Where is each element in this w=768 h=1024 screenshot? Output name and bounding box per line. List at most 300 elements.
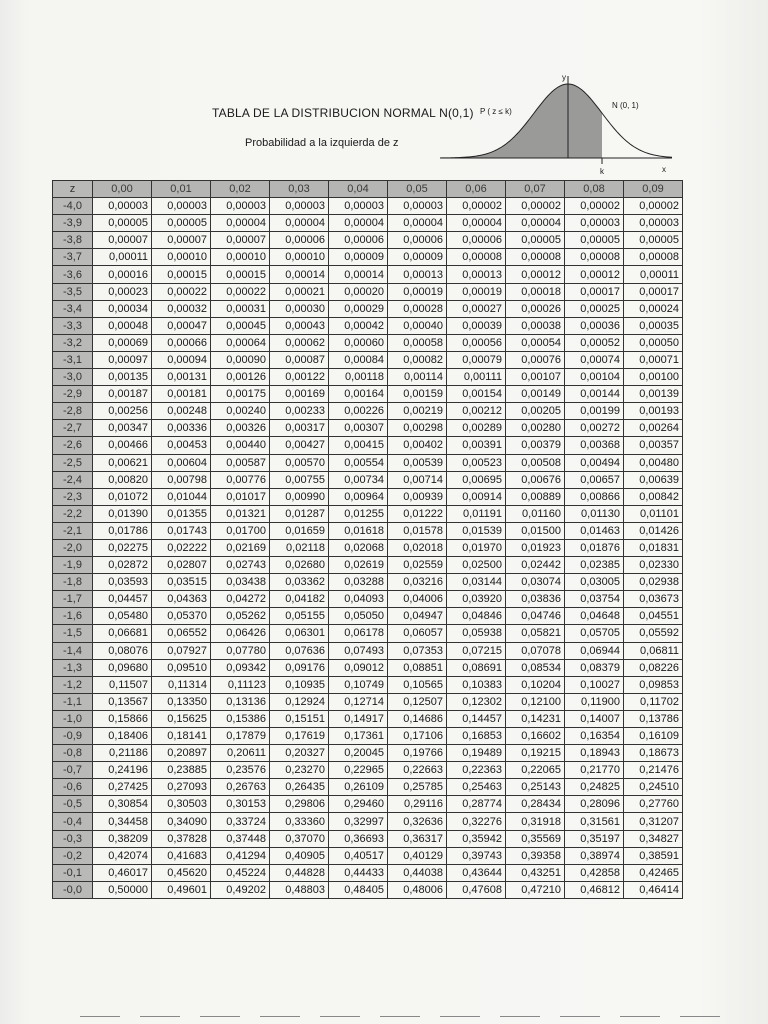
probability-cell: 0,03144 bbox=[447, 574, 506, 591]
probability-cell: 0,00453 bbox=[152, 437, 211, 454]
z-value-cell: -0,4 bbox=[53, 813, 93, 830]
probability-cell: 0,10027 bbox=[565, 676, 624, 693]
probability-cell: 0,06944 bbox=[565, 642, 624, 659]
probability-cell: 0,00003 bbox=[565, 215, 624, 232]
probability-cell: 0,07215 bbox=[447, 642, 506, 659]
probability-cell: 0,00002 bbox=[447, 198, 506, 215]
probability-cell: 0,00695 bbox=[447, 471, 506, 488]
probability-cell: 0,03005 bbox=[565, 574, 624, 591]
probability-cell: 0,34827 bbox=[624, 830, 683, 847]
probability-cell: 0,27760 bbox=[624, 796, 683, 813]
probability-cell: 0,05938 bbox=[447, 625, 506, 642]
probability-cell: 0,00842 bbox=[624, 488, 683, 505]
z-value-cell: -3,6 bbox=[53, 266, 93, 283]
probability-cell: 0,14457 bbox=[447, 710, 506, 727]
z-value-cell: -2,4 bbox=[53, 471, 93, 488]
probability-cell: 0,00326 bbox=[211, 420, 270, 437]
probability-cell: 0,01578 bbox=[388, 522, 447, 539]
probability-cell: 0,04947 bbox=[388, 608, 447, 625]
probability-cell: 0,00015 bbox=[211, 266, 270, 283]
probability-cell: 0,00013 bbox=[447, 266, 506, 283]
probability-cell: 0,48006 bbox=[388, 881, 447, 898]
probability-cell: 0,00006 bbox=[329, 232, 388, 249]
probability-cell: 0,22065 bbox=[506, 762, 565, 779]
y-axis-label: y bbox=[562, 73, 566, 82]
z-value-cell: -2,1 bbox=[53, 522, 93, 539]
probability-cell: 0,12302 bbox=[447, 693, 506, 710]
probability-cell: 0,45224 bbox=[211, 864, 270, 881]
probability-cell: 0,00008 bbox=[447, 249, 506, 266]
table-row bbox=[53, 437, 683, 454]
probability-cell: 0,29116 bbox=[388, 796, 447, 813]
table-row bbox=[53, 369, 683, 386]
probability-cell: 0,00889 bbox=[506, 488, 565, 505]
probability-cell: 0,02222 bbox=[152, 539, 211, 556]
z-value-cell: -2,6 bbox=[53, 437, 93, 454]
z-value-cell: -1,7 bbox=[53, 591, 93, 608]
table-row bbox=[53, 642, 683, 659]
probability-cell: 0,07353 bbox=[388, 642, 447, 659]
probability-cell: 0,06178 bbox=[329, 625, 388, 642]
probability-cell: 0,00621 bbox=[93, 454, 152, 471]
probability-cell: 0,00181 bbox=[152, 386, 211, 403]
probability-cell: 0,04746 bbox=[506, 608, 565, 625]
probability-cell: 0,18141 bbox=[152, 728, 211, 745]
probability-cell: 0,00054 bbox=[506, 334, 565, 351]
probability-cell: 0,04093 bbox=[329, 591, 388, 608]
probability-cell: 0,30854 bbox=[93, 796, 152, 813]
probability-cell: 0,01923 bbox=[506, 539, 565, 556]
probability-cell: 0,39358 bbox=[506, 847, 565, 864]
probability-cell: 0,00402 bbox=[388, 437, 447, 454]
probability-cell: 0,00427 bbox=[270, 437, 329, 454]
probability-cell: 0,17619 bbox=[270, 728, 329, 745]
probability-cell: 0,03593 bbox=[93, 574, 152, 591]
probability-cell: 0,12100 bbox=[506, 693, 565, 710]
probability-cell: 0,48405 bbox=[329, 881, 388, 898]
probability-cell: 0,00010 bbox=[152, 249, 211, 266]
probability-cell: 0,12507 bbox=[388, 693, 447, 710]
probability-cell: 0,04457 bbox=[93, 591, 152, 608]
probability-cell: 0,00233 bbox=[270, 403, 329, 420]
probability-cell: 0,01130 bbox=[565, 505, 624, 522]
z-value-cell: -1,1 bbox=[53, 693, 93, 710]
probability-cell: 0,00022 bbox=[152, 283, 211, 300]
probability-cell: 0,02938 bbox=[624, 574, 683, 591]
probability-cell: 0,01500 bbox=[506, 522, 565, 539]
probability-cell: 0,00014 bbox=[329, 266, 388, 283]
table-row bbox=[53, 471, 683, 488]
probability-cell: 0,00010 bbox=[270, 249, 329, 266]
probability-cell: 0,07927 bbox=[152, 642, 211, 659]
probability-cell: 0,04648 bbox=[565, 608, 624, 625]
z-value-cell: -3,3 bbox=[53, 317, 93, 334]
probability-cell: 0,00587 bbox=[211, 454, 270, 471]
probability-cell: 0,00466 bbox=[93, 437, 152, 454]
probability-cell: 0,05155 bbox=[270, 608, 329, 625]
table-row bbox=[53, 830, 683, 847]
probability-cell: 0,39743 bbox=[447, 847, 506, 864]
probability-cell: 0,31561 bbox=[565, 813, 624, 830]
probability-cell: 0,26435 bbox=[270, 779, 329, 796]
probability-cell: 0,00111 bbox=[447, 369, 506, 386]
probability-cell: 0,01222 bbox=[388, 505, 447, 522]
probability-cell: 0,00114 bbox=[388, 369, 447, 386]
table-row bbox=[53, 881, 683, 898]
probability-cell: 0,16853 bbox=[447, 728, 506, 745]
probability-cell: 0,00755 bbox=[270, 471, 329, 488]
z-column-header: z bbox=[53, 181, 93, 198]
probability-cell: 0,00062 bbox=[270, 334, 329, 351]
table-row bbox=[53, 488, 683, 505]
probability-cell: 0,30153 bbox=[211, 796, 270, 813]
probability-cell: 0,00008 bbox=[565, 249, 624, 266]
probability-cell: 0,00002 bbox=[506, 198, 565, 215]
probability-cell: 0,18943 bbox=[565, 745, 624, 762]
probability-cell: 0,14007 bbox=[565, 710, 624, 727]
probability-cell: 0,33360 bbox=[270, 813, 329, 830]
probability-cell: 0,00058 bbox=[388, 334, 447, 351]
probability-cell: 0,00029 bbox=[329, 300, 388, 317]
z-value-cell: -2,0 bbox=[53, 539, 93, 556]
table-row bbox=[53, 522, 683, 539]
probability-cell: 0,00164 bbox=[329, 386, 388, 403]
probability-cell: 0,00090 bbox=[211, 351, 270, 368]
z-value-cell: -0,3 bbox=[53, 830, 93, 847]
normal-curve-figure bbox=[440, 70, 680, 180]
probability-cell: 0,48803 bbox=[270, 881, 329, 898]
probability-cell: 0,03920 bbox=[447, 591, 506, 608]
z-value-cell: -2,8 bbox=[53, 403, 93, 420]
probability-cell: 0,32276 bbox=[447, 813, 506, 830]
probability-cell: 0,00003 bbox=[388, 198, 447, 215]
probability-cell: 0,02619 bbox=[329, 557, 388, 574]
probability-cell: 0,00939 bbox=[388, 488, 447, 505]
table-row bbox=[53, 249, 683, 266]
probability-cell: 0,00193 bbox=[624, 403, 683, 420]
probability-cell: 0,02680 bbox=[270, 557, 329, 574]
probability-cell: 0,24196 bbox=[93, 762, 152, 779]
probability-cell: 0,41683 bbox=[152, 847, 211, 864]
probability-cell: 0,03438 bbox=[211, 574, 270, 591]
probability-cell: 0,13350 bbox=[152, 693, 211, 710]
probability-cell: 0,34090 bbox=[152, 813, 211, 830]
probability-cell: 0,11900 bbox=[565, 693, 624, 710]
probability-cell: 0,00030 bbox=[270, 300, 329, 317]
probability-cell: 0,49202 bbox=[211, 881, 270, 898]
probability-cell: 0,40905 bbox=[270, 847, 329, 864]
probability-cell: 0,00036 bbox=[565, 317, 624, 334]
probability-cell: 0,31918 bbox=[506, 813, 565, 830]
probability-cell: 0,20327 bbox=[270, 745, 329, 762]
probability-cell: 0,19215 bbox=[506, 745, 565, 762]
probability-cell: 0,02018 bbox=[388, 539, 447, 556]
probability-cell: 0,01463 bbox=[565, 522, 624, 539]
table-row bbox=[53, 386, 683, 403]
probability-cell: 0,14917 bbox=[329, 710, 388, 727]
probability-cell: 0,08851 bbox=[388, 659, 447, 676]
probability-cell: 0,12714 bbox=[329, 693, 388, 710]
probability-cell: 0,33724 bbox=[211, 813, 270, 830]
probability-cell: 0,00248 bbox=[152, 403, 211, 420]
probability-cell: 0,02169 bbox=[211, 539, 270, 556]
distribution-label: N (0, 1) bbox=[612, 101, 639, 110]
probability-cell: 0,44433 bbox=[329, 864, 388, 881]
probability-cell: 0,00007 bbox=[211, 232, 270, 249]
probability-cell: 0,05050 bbox=[329, 608, 388, 625]
probability-cell: 0,00011 bbox=[93, 249, 152, 266]
probability-cell: 0,00010 bbox=[211, 249, 270, 266]
probability-cell: 0,00005 bbox=[624, 232, 683, 249]
probability-cell: 0,00042 bbox=[329, 317, 388, 334]
probability-cell: 0,00043 bbox=[270, 317, 329, 334]
table-row bbox=[53, 676, 683, 693]
probability-cell: 0,00082 bbox=[388, 351, 447, 368]
table-row bbox=[53, 403, 683, 420]
probability-cell: 0,45620 bbox=[152, 864, 211, 881]
probability-cell: 0,00169 bbox=[270, 386, 329, 403]
probability-cell: 0,00017 bbox=[565, 283, 624, 300]
z-value-cell: -3,8 bbox=[53, 232, 93, 249]
probability-cell: 0,00175 bbox=[211, 386, 270, 403]
probability-cell: 0,22663 bbox=[388, 762, 447, 779]
table-row bbox=[53, 813, 683, 830]
column-header: 0,03 bbox=[270, 181, 329, 198]
probability-cell: 0,00139 bbox=[624, 386, 683, 403]
z-value-cell: -3,1 bbox=[53, 351, 93, 368]
probability-cell: 0,03836 bbox=[506, 591, 565, 608]
probability-cell: 0,01786 bbox=[93, 522, 152, 539]
probability-cell: 0,00006 bbox=[447, 232, 506, 249]
probability-cell: 0,18673 bbox=[624, 745, 683, 762]
probability-cell: 0,42858 bbox=[565, 864, 624, 881]
probability-cell: 0,44038 bbox=[388, 864, 447, 881]
probability-cell: 0,07493 bbox=[329, 642, 388, 659]
table-row bbox=[53, 659, 683, 676]
probability-cell: 0,05480 bbox=[93, 608, 152, 625]
probability-cell: 0,00006 bbox=[270, 232, 329, 249]
probability-cell: 0,00074 bbox=[565, 351, 624, 368]
probability-cell: 0,17879 bbox=[211, 728, 270, 745]
probability-cell: 0,00003 bbox=[152, 198, 211, 215]
probability-cell: 0,05592 bbox=[624, 625, 683, 642]
probability-cell: 0,15151 bbox=[270, 710, 329, 727]
probability-cell: 0,00798 bbox=[152, 471, 211, 488]
probability-cell: 0,27425 bbox=[93, 779, 152, 796]
probability-cell: 0,44828 bbox=[270, 864, 329, 881]
column-header-row bbox=[53, 181, 683, 198]
probability-cell: 0,02442 bbox=[506, 557, 565, 574]
probability-cell: 0,14686 bbox=[388, 710, 447, 727]
probability-cell: 0,20045 bbox=[329, 745, 388, 762]
probability-cell: 0,01044 bbox=[152, 488, 211, 505]
probability-cell: 0,00097 bbox=[93, 351, 152, 368]
probability-cell: 0,06552 bbox=[152, 625, 211, 642]
probability-cell: 0,35942 bbox=[447, 830, 506, 847]
probability-cell: 0,08379 bbox=[565, 659, 624, 676]
probability-cell: 0,40517 bbox=[329, 847, 388, 864]
probability-cell: 0,00135 bbox=[93, 369, 152, 386]
probability-cell: 0,00187 bbox=[93, 386, 152, 403]
probability-cell: 0,00024 bbox=[624, 300, 683, 317]
probability-cell: 0,00004 bbox=[447, 215, 506, 232]
probability-cell: 0,00003 bbox=[93, 198, 152, 215]
probability-cell: 0,38209 bbox=[93, 830, 152, 847]
probability-cell: 0,01191 bbox=[447, 505, 506, 522]
probability-cell: 0,18406 bbox=[93, 728, 152, 745]
z-value-cell: -0,8 bbox=[53, 745, 93, 762]
probability-cell: 0,00307 bbox=[329, 420, 388, 437]
probability-cell: 0,19489 bbox=[447, 745, 506, 762]
probability-cell: 0,00052 bbox=[565, 334, 624, 351]
probability-cell: 0,15866 bbox=[93, 710, 152, 727]
probability-cell: 0,00034 bbox=[93, 300, 152, 317]
probability-cell: 0,21476 bbox=[624, 762, 683, 779]
probability-cell: 0,43251 bbox=[506, 864, 565, 881]
probability-cell: 0,00357 bbox=[624, 437, 683, 454]
table-row bbox=[53, 847, 683, 864]
column-header: 0,05 bbox=[388, 181, 447, 198]
probability-cell: 0,00554 bbox=[329, 454, 388, 471]
probability-cell: 0,00126 bbox=[211, 369, 270, 386]
probability-cell: 0,01426 bbox=[624, 522, 683, 539]
probability-cell: 0,03288 bbox=[329, 574, 388, 591]
probability-cell: 0,26763 bbox=[211, 779, 270, 796]
probability-cell: 0,00734 bbox=[329, 471, 388, 488]
probability-cell: 0,04551 bbox=[624, 608, 683, 625]
probability-cell: 0,00011 bbox=[624, 266, 683, 283]
probability-cell: 0,00013 bbox=[388, 266, 447, 283]
probability-cell: 0,01355 bbox=[152, 505, 211, 522]
probability-cell: 0,21186 bbox=[93, 745, 152, 762]
z-value-cell: -3,5 bbox=[53, 283, 93, 300]
z-value-cell: -1,3 bbox=[53, 659, 93, 676]
z-value-cell: -1,0 bbox=[53, 710, 93, 727]
table-row bbox=[53, 864, 683, 881]
table-row bbox=[53, 728, 683, 745]
probability-cell: 0,01539 bbox=[447, 522, 506, 539]
probability-cell: 0,01287 bbox=[270, 505, 329, 522]
probability-cell: 0,00004 bbox=[211, 215, 270, 232]
probability-cell: 0,46414 bbox=[624, 881, 683, 898]
probability-cell: 0,00047 bbox=[152, 317, 211, 334]
probability-cell: 0,36693 bbox=[329, 830, 388, 847]
probability-cell: 0,00021 bbox=[270, 283, 329, 300]
probability-cell: 0,00379 bbox=[506, 437, 565, 454]
table-row bbox=[53, 215, 683, 232]
probability-cell: 0,00272 bbox=[565, 420, 624, 437]
table-row bbox=[53, 608, 683, 625]
probability-cell: 0,00219 bbox=[388, 403, 447, 420]
probability-cell: 0,04846 bbox=[447, 608, 506, 625]
probability-cell: 0,00494 bbox=[565, 454, 624, 471]
probability-cell: 0,10565 bbox=[388, 676, 447, 693]
table-row bbox=[53, 796, 683, 813]
probability-cell: 0,27093 bbox=[152, 779, 211, 796]
probability-cell: 0,46812 bbox=[565, 881, 624, 898]
probability-cell: 0,00199 bbox=[565, 403, 624, 420]
probability-cell: 0,50000 bbox=[93, 881, 152, 898]
probability-cell: 0,00131 bbox=[152, 369, 211, 386]
z-value-cell: -3,0 bbox=[53, 369, 93, 386]
probability-cell: 0,00914 bbox=[447, 488, 506, 505]
probability-cell: 0,43644 bbox=[447, 864, 506, 881]
table-row bbox=[53, 351, 683, 368]
probability-cell: 0,00066 bbox=[152, 334, 211, 351]
probability-cell: 0,07780 bbox=[211, 642, 270, 659]
probability-cell: 0,00440 bbox=[211, 437, 270, 454]
table-body bbox=[53, 198, 683, 899]
probability-cell: 0,25463 bbox=[447, 779, 506, 796]
probability-cell: 0,03754 bbox=[565, 591, 624, 608]
z-value-cell: -2,7 bbox=[53, 420, 93, 437]
probability-cell: 0,01831 bbox=[624, 539, 683, 556]
probability-cell: 0,06811 bbox=[624, 642, 683, 659]
probability-cell: 0,02500 bbox=[447, 557, 506, 574]
probability-cell: 0,00064 bbox=[211, 334, 270, 351]
probability-cell: 0,00415 bbox=[329, 437, 388, 454]
column-header: 0,04 bbox=[329, 181, 388, 198]
probability-cell: 0,37070 bbox=[270, 830, 329, 847]
column-header: 0,06 bbox=[447, 181, 506, 198]
column-header: 0,01 bbox=[152, 181, 211, 198]
probability-cell: 0,01743 bbox=[152, 522, 211, 539]
probability-cell: 0,00023 bbox=[93, 283, 152, 300]
table-row bbox=[53, 539, 683, 556]
z-value-cell: -0,6 bbox=[53, 779, 93, 796]
probability-cell: 0,00056 bbox=[447, 334, 506, 351]
probability-cell: 0,28774 bbox=[447, 796, 506, 813]
probability-cell: 0,13786 bbox=[624, 710, 683, 727]
probability-cell: 0,11123 bbox=[211, 676, 270, 693]
probability-cell: 0,40129 bbox=[388, 847, 447, 864]
probability-cell: 0,00020 bbox=[329, 283, 388, 300]
probability-cell: 0,00004 bbox=[388, 215, 447, 232]
probability-cell: 0,00264 bbox=[624, 420, 683, 437]
probability-cell: 0,00003 bbox=[211, 198, 270, 215]
probability-cell: 0,00005 bbox=[565, 232, 624, 249]
area-label: P ( z ≤ k) bbox=[480, 107, 512, 116]
probability-cell: 0,07636 bbox=[270, 642, 329, 659]
probability-cell: 0,00144 bbox=[565, 386, 624, 403]
probability-cell: 0,13567 bbox=[93, 693, 152, 710]
probability-cell: 0,24510 bbox=[624, 779, 683, 796]
probability-cell: 0,01160 bbox=[506, 505, 565, 522]
probability-cell: 0,11702 bbox=[624, 693, 683, 710]
probability-cell: 0,04363 bbox=[152, 591, 211, 608]
probability-cell: 0,09342 bbox=[211, 659, 270, 676]
probability-cell: 0,11507 bbox=[93, 676, 152, 693]
z-value-cell: -1,2 bbox=[53, 676, 93, 693]
probability-cell: 0,00050 bbox=[624, 334, 683, 351]
probability-cell: 0,06057 bbox=[388, 625, 447, 642]
probability-cell: 0,00317 bbox=[270, 420, 329, 437]
probability-cell: 0,17106 bbox=[388, 728, 447, 745]
probability-cell: 0,00076 bbox=[506, 351, 565, 368]
probability-cell: 0,35197 bbox=[565, 830, 624, 847]
probability-cell: 0,02385 bbox=[565, 557, 624, 574]
table-row bbox=[53, 300, 683, 317]
probability-cell: 0,42074 bbox=[93, 847, 152, 864]
probability-cell: 0,00003 bbox=[329, 198, 388, 215]
table-row bbox=[53, 591, 683, 608]
page-bottom-rule bbox=[80, 1016, 720, 1017]
probability-cell: 0,00990 bbox=[270, 488, 329, 505]
probability-cell: 0,00026 bbox=[506, 300, 565, 317]
z-table bbox=[52, 180, 683, 899]
probability-cell: 0,00118 bbox=[329, 369, 388, 386]
probability-cell: 0,28434 bbox=[506, 796, 565, 813]
